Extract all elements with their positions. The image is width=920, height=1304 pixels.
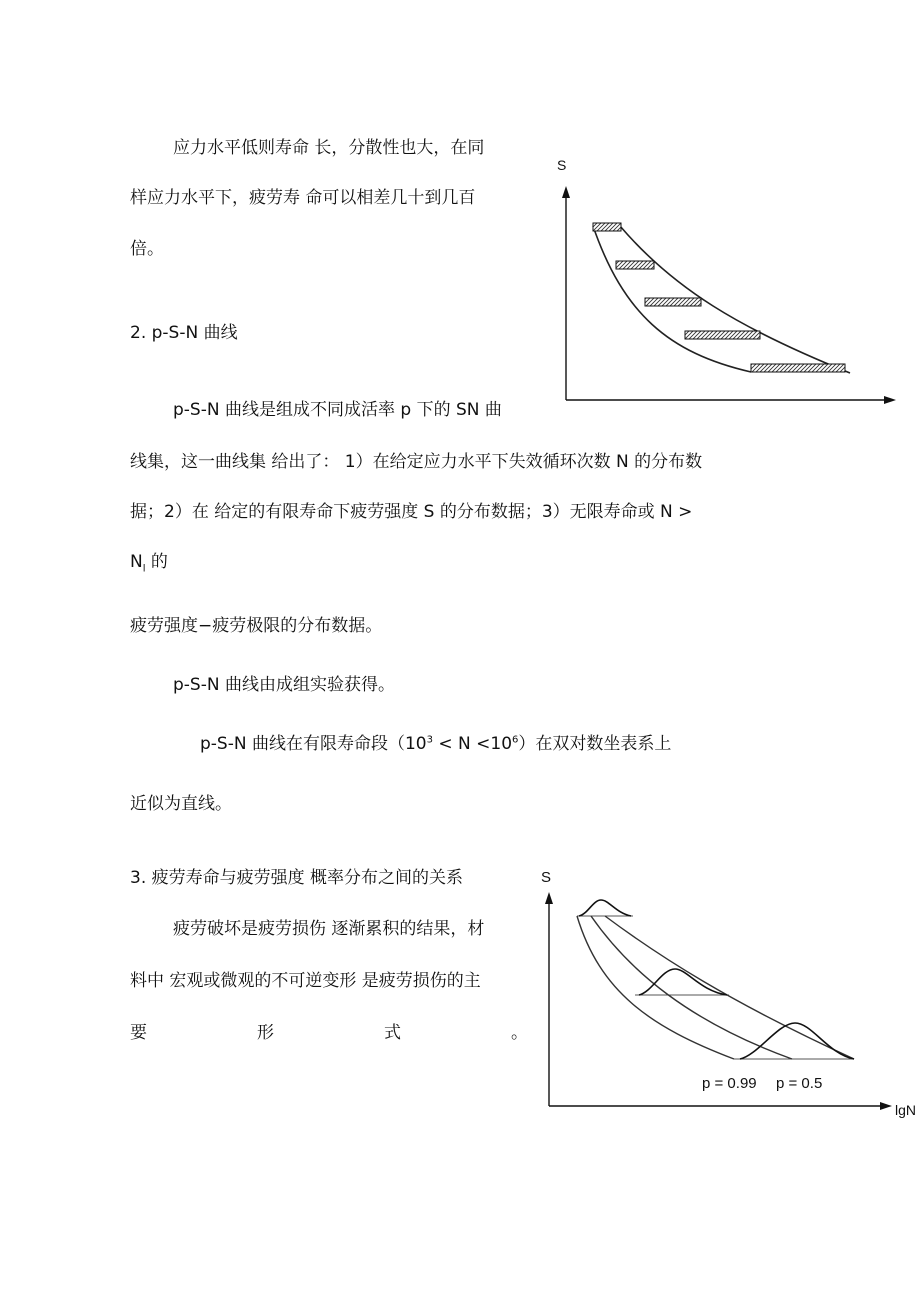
n-symbol: N <box>130 552 143 572</box>
section3-heading: 3. 疲劳寿命与疲劳强度 概率分布之间的关系 <box>130 868 464 888</box>
p3-part-a: p-S-N 曲线在有限寿命段（10 <box>200 734 427 754</box>
y-axis-arrow <box>562 186 570 198</box>
y-axis-label: S <box>541 869 552 886</box>
line3-char-1: 要 <box>130 1023 147 1043</box>
distribution-peak-1 <box>579 900 631 916</box>
section2-p1-line2: 线集，这一曲线集 给出了： 1）在给定应力水平下失效循环次数 N 的分布数 <box>130 452 703 472</box>
scatter-band-3 <box>645 298 701 306</box>
x-axis-arrow <box>880 1102 892 1110</box>
section2-p3-line1 <box>200 734 671 754</box>
curve-lower <box>577 916 734 1059</box>
section3-line2: 料中 宏观或微观的不可逆变形 是疲劳损伤的主 <box>130 971 481 991</box>
section3-line1: 疲劳破坏是疲劳损伤 逐渐累积的结果，材 <box>173 919 485 939</box>
y-axis-arrow <box>545 892 553 904</box>
scatter-band-1 <box>593 223 621 231</box>
section2-p1-line5: 疲劳强度−疲劳极限的分布数据。 <box>130 616 383 636</box>
section2-p3-line2: 近似为直线。 <box>130 794 232 814</box>
curve-p05 <box>605 916 854 1059</box>
psn-distribution-figure <box>530 862 920 1122</box>
section2-p2: p-S-N 曲线由成组实验获得。 <box>173 675 395 695</box>
para1-line2: 样应力水平下，疲劳寿 命可以相差几十到几百 <box>130 188 476 208</box>
line3-char-4: 。 <box>511 1023 528 1043</box>
label-p099: p = 0.99 <box>702 1075 757 1092</box>
distribution-peak-3 <box>740 1023 854 1059</box>
scatter-band-5 <box>751 364 845 372</box>
section2-p1-line1: p-S-N 曲线是组成不同成活率 p 下的 SN 曲 <box>173 400 502 420</box>
y-axis-label: S <box>557 157 567 173</box>
section2-heading: 2. p-S-N 曲线 <box>130 323 238 343</box>
scatter-band-4 <box>685 331 760 339</box>
x-axis-arrow <box>884 396 896 404</box>
n-tail: 的 <box>145 552 168 572</box>
para1-line1: 应力水平低则寿命 长，分散性也大，在同 <box>173 138 485 158</box>
curve-p099 <box>591 916 792 1059</box>
p3-sup-1: 3 <box>426 734 433 746</box>
p3-part-c: ）在双对数坐表系上 <box>518 734 672 754</box>
line3-char-3: 式 <box>384 1023 401 1043</box>
x-axis-label: lgN <box>895 1102 917 1118</box>
section3-line3 <box>130 1023 528 1043</box>
line3-char-2: 形 <box>257 1023 274 1043</box>
n-subscript: l <box>142 563 146 575</box>
section2-p1-line4 <box>130 552 168 575</box>
scatter-band-2 <box>616 261 654 269</box>
p3-part-b: < N <10 <box>432 734 513 754</box>
p3-sup-2: 6 <box>512 734 519 746</box>
label-p05: p = 0.5 <box>776 1075 823 1092</box>
sn-scatter-figure <box>548 148 908 418</box>
para1-line3: 倍。 <box>130 239 164 259</box>
section2-p1-line3: 据；2）在 给定的有限寿命下疲劳强度 S 的分布数据；3）无限寿命或 N > <box>130 502 693 522</box>
